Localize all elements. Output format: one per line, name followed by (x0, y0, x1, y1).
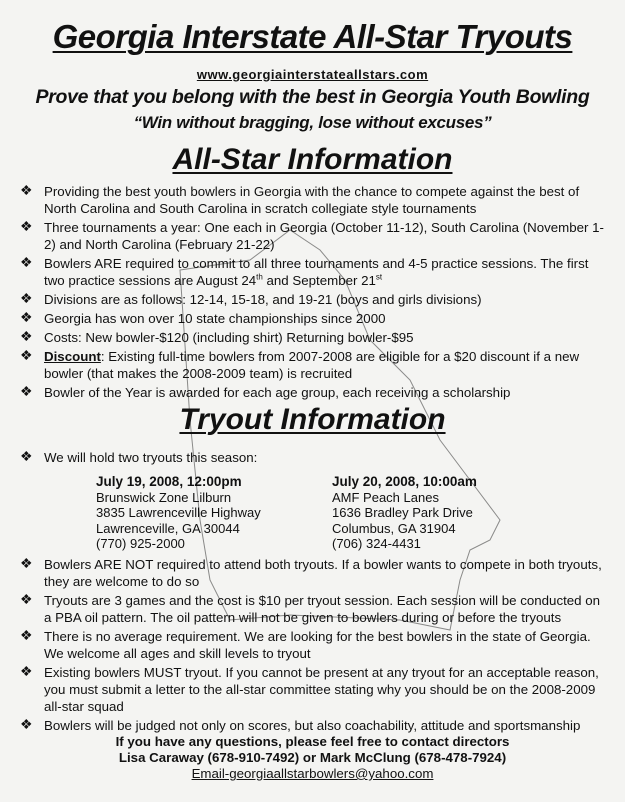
venue-phone: (770) 925-2000 (96, 536, 185, 551)
diamond-bullet-icon: ❖ (20, 347, 33, 363)
tryout-heading: Tryout Information (179, 403, 446, 436)
venue-street: 1636 Bradley Park Drive (332, 505, 473, 520)
motto: “Win without bragging, lose without excuses” (133, 113, 492, 132)
list-item: ❖ Providing the best youth bowlers in Georgia with the chance to compete against the best of North Carolina and South Carolina in scratch collegiate style tournaments (20, 182, 580, 216)
diamond-bullet-icon: ❖ (20, 716, 33, 732)
diamond-bullet-icon: ❖ (20, 290, 33, 306)
list-item: ❖ Bowlers will be judged not only on scores, but also coachability, attitude and sportsmanship (20, 716, 581, 733)
list-item: ❖ Existing bowlers MUST tryout. If you cannot be present at any tryout for an acceptable reason, you must submit a letter to the all-star committee stating why you should be on the 2008-2009 all-star squad (20, 663, 599, 714)
contact-intro: If you have any questions, please feel free to contact directors (115, 734, 510, 749)
all-star-list (20, 183, 610, 403)
tryout-venue-2 (332, 474, 477, 552)
venue-name: Brunswick Zone Lilburn (96, 489, 232, 505)
tryout-rules-list (20, 556, 610, 736)
tryout-intro-list (20, 449, 610, 468)
list-item: ❖ Tryouts are 3 games and the cost is $10 per tryout session. Each session will be conducted on a PBA oil pattern. The oil pattern will not be given to bowlers during or before the tryouts (20, 591, 601, 625)
venue-city: Columbus, GA 31904 (332, 520, 456, 536)
venue-city: Lawrenceville, GA 30044 (96, 520, 240, 536)
list-item: ❖ Bowler of the Year is awarded for each age group, each receiving a scholarship (20, 383, 511, 400)
website-link[interactable]: www.georgiainterstateallstars.com (196, 67, 429, 82)
page-title: Georgia Interstate All-Star Tryouts (52, 18, 573, 55)
venue-name: AMF Peach Lanes (332, 489, 439, 505)
list-item: ❖ Bowlers ARE NOT required to attend both tryouts. If a bowler wants to compete in both tryouts, they are welcome to do so (20, 555, 602, 589)
list-item: ❖ Discount: Existing full-time bowlers from 2007-2008 are eligible for a $20 discount if a new bowler (that makes the 2008-2009 team) is recruited (20, 347, 580, 381)
diamond-bullet-icon: ❖ (20, 309, 33, 325)
list-item: ❖ Divisions are as follows: 12-14, 15-18, and 19-21 (boys and girls divisions) (20, 290, 482, 307)
venue-phone: (706) 324-4431 (332, 536, 421, 551)
diamond-bullet-icon: ❖ (20, 218, 33, 234)
list-item: ❖ Georgia has won over 10 state championships since 2000 (20, 309, 386, 326)
diamond-bullet-icon: ❖ (20, 663, 33, 679)
diamond-bullet-icon: ❖ (20, 383, 33, 399)
all-star-heading: All-Star Information (172, 143, 453, 176)
diamond-bullet-icon: ❖ (20, 182, 33, 198)
list-item: ❖ Three tournaments a year: One each in Georgia (October 11-12), South Carolina (November 1-2) and North Carolina (February 21-22) (20, 218, 604, 252)
diamond-bullet-icon: ❖ (20, 448, 33, 464)
contact-email-link[interactable]: Email-georgiaallstarbowlers@yahoo.com (191, 766, 434, 781)
diamond-bullet-icon: ❖ (20, 254, 33, 270)
tagline: Prove that you belong with the best in Georgia Youth Bowling (35, 86, 590, 108)
contact-directors: Lisa Caraway (678-910-7492) or Mark McClung (678-478-7924) (118, 750, 507, 765)
list-item: ❖ Costs: New bowler-$120 (including shirt) Returning bowler-$95 (20, 328, 414, 345)
diamond-bullet-icon: ❖ (20, 555, 33, 571)
venue-street: 3835 Lawrenceville Highway (96, 505, 261, 520)
diamond-bullet-icon: ❖ (20, 591, 33, 607)
list-item: ❖ Bowlers ARE required to commit to all three tournaments and 4-5 practice sessions. The first two practice sessions are August 24th and September 21st (20, 254, 589, 288)
diamond-bullet-icon: ❖ (20, 328, 33, 344)
contact-block (0, 734, 625, 782)
list-item: ❖ We will hold two tryouts this season: (20, 448, 258, 465)
diamond-bullet-icon: ❖ (20, 627, 33, 643)
tryout-venue-1 (96, 474, 261, 552)
tryout-date: July 19, 2008, 12:00pm (96, 474, 242, 489)
tryout-date: July 20, 2008, 10:00am (332, 474, 477, 489)
list-item: ❖ There is no average requirement. We are looking for the best bowlers in the state of Georgia. We welcome all ages and skill levels to tryout (20, 627, 591, 661)
discount-label: Discount (44, 349, 101, 364)
